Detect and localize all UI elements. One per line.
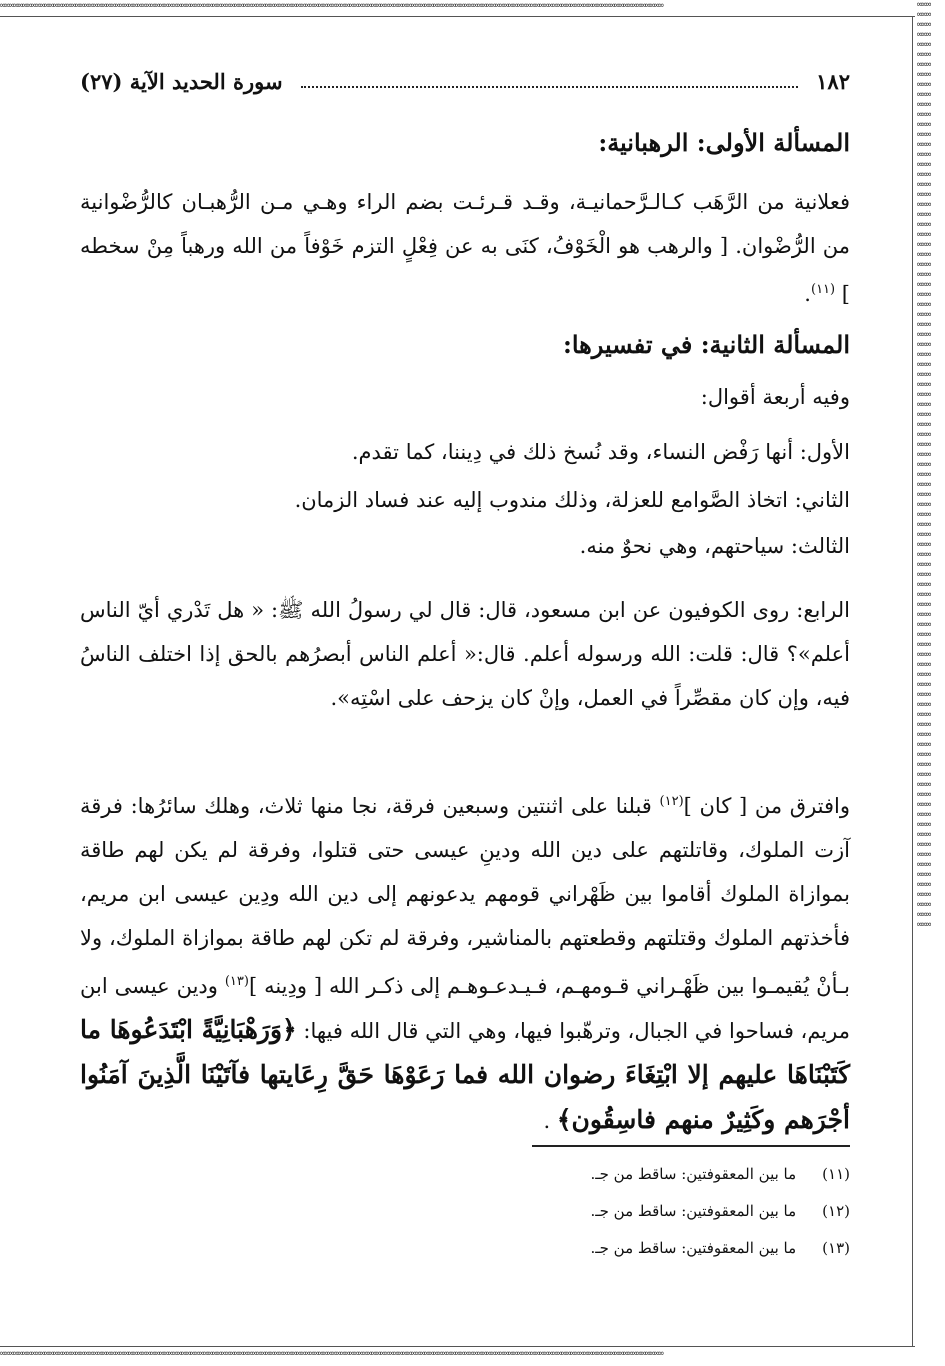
border-chain-bottom: ∞∞∞∞∞∞∞∞∞∞∞∞∞∞∞∞∞∞∞∞∞∞∞∞∞∞∞∞∞∞∞∞∞∞∞∞∞∞∞∞∞∞∞∞∞∞∞∞∞∞∞∞∞∞∞∞∞∞∞∞∞∞∞∞∞∞∞∞∞∞∞∞∞∞∞∞∞∞∞∞∞∞∞∞∞∞∞∞∞∞∞∞∞∞∞∞∞∞∞∞∞∞∞∞∞∞∞∞∞∞∞∞∞∞∞∞∞∞∞∞∞∞∞∞∞∞∞∞∞∞∞∞∞∞∞∞∞∞∞∞∞∞∞∞∞∞∞∞∞∞ xyxy=(0,1350,663,1359)
narrative-end: . xyxy=(543,1109,557,1133)
issue-1-heading: المسألة الأولى: الرهبانية: xyxy=(598,128,850,157)
border-chain-right: ∞∞∞∞∞∞∞∞∞∞∞∞∞∞∞∞∞∞∞∞∞∞∞∞∞∞∞∞∞∞∞∞∞∞∞∞∞∞∞∞∞∞∞∞∞∞∞∞∞∞∞∞∞∞∞∞∞∞∞∞∞∞∞∞∞∞∞∞∞∞∞∞∞∞∞∞∞∞∞∞∞∞∞∞∞∞∞∞∞∞∞∞∞∞∞∞∞∞∞∞∞∞∞∞∞∞∞∞∞∞∞∞∞∞∞∞∞∞∞∞∞∞∞∞∞∞∞∞∞∞∞∞∞∞∞∞∞∞∞∞∞∞∞∞∞∞∞∞∞∞∞∞∞∞∞∞∞∞∞∞∞∞∞∞∞∞∞∞∞∞∞∞∞∞∞∞∞∞∞∞∞∞∞∞∞∞∞∞∞∞∞∞∞∞∞∞∞∞∞∞∞∞∞∞∞∞∞∞∞∞∞∞∞∞∞∞∞∞∞∞∞∞∞∞∞∞∞∞∞∞∞∞∞∞∞∞∞∞∞∞∞∞∞∞∞∞∞∞∞∞∞∞∞∞∞∞∞∞∞∞∞∞∞∞∞∞∞∞∞∞∞∞∞∞∞∞∞∞∞ xyxy=(917,0,931,930)
issue-2-heading: المسألة الثانية: في تفسيرها: xyxy=(562,330,850,359)
border-rule-right xyxy=(912,16,913,1346)
footnote-12 xyxy=(590,1202,850,1220)
issue-1-body: فعلانية من الرَّهَب كـالـرَّحمانيـة، وقـد قـرئـت بضم الراء وهـي مـن الرُّهبـان كالرُّضْوانية من الرُّضْوان. [ والرهب هو الْخَوْفُ، كنَى به عن فِعْلٍ التزم خَوْفاً من الله ورهباً مِنْ سخطه ] xyxy=(80,190,850,306)
footnote-number: (١٢) xyxy=(822,1202,850,1220)
issue-1-end: . xyxy=(804,282,811,306)
narrative-part-1: وافترق من [ كان ] xyxy=(683,794,851,818)
footnote-ref-13: (١٣) xyxy=(224,974,249,989)
issue-2-intro: وفيه أربعة أقوال: xyxy=(700,385,850,409)
saying-3: الثالث: سياحتهم، وهي نحوٌ منه. xyxy=(579,534,850,558)
footnote-text: ما بين المعقوفتين: ساقط من جـ. xyxy=(590,1239,797,1257)
saying-1: الأول: أنها رَفْض النساء، وقد نُسخ ذلك في دِيننا، كما تقدم. xyxy=(351,440,850,464)
footnote-separator xyxy=(532,1145,850,1147)
book-page xyxy=(80,40,850,1340)
header-dot-leader xyxy=(301,74,799,88)
page-number: ١٨٢ xyxy=(816,68,850,94)
narrative-part-3: ودين عيسى ابن مريم، فساحوا في الجبال، وترهّبوا فيها، وهي التي قال الله فيها: xyxy=(80,974,850,1043)
footnote-text: ما بين المعقوفتين: ساقط من جـ. xyxy=(590,1165,797,1183)
border-chain-top: ∞∞∞∞∞∞∞∞∞∞∞∞∞∞∞∞∞∞∞∞∞∞∞∞∞∞∞∞∞∞∞∞∞∞∞∞∞∞∞∞∞∞∞∞∞∞∞∞∞∞∞∞∞∞∞∞∞∞∞∞∞∞∞∞∞∞∞∞∞∞∞∞∞∞∞∞∞∞∞∞∞∞∞∞∞∞∞∞∞∞∞∞∞∞∞∞∞∞∞∞∞∞∞∞∞∞∞∞∞∞∞∞∞∞∞∞∞∞∞∞∞∞∞∞∞∞∞∞∞∞∞∞∞∞∞∞∞∞∞∞∞∞∞∞∞∞∞∞∞∞ xyxy=(0,2,663,11)
footnote-number: (١١) xyxy=(822,1165,850,1183)
border-rule-top xyxy=(0,16,915,17)
narrative-paragraph xyxy=(80,780,850,1143)
narrative-part-2: قبلنا على اثنتين وسبعين فرقة، نجا منها ثلاث، وهلك سائرُها: فرقة آزت الملوك، وقاتلتهم على دين الله ودينِ عيسى حتى قتلوا، وفرقة لم يكن لهم طاقة بموازاة الملوك أقاموا بين ظَهْراني قومهم يدعونهم إلى دين الله ودِين عيسى ابن مريم، فأخذتهم الملوك وقتلتهم وقطعتهم بالمناشير، وفرقة لم تكن لهم طاقة بموازاة الملوك، ولا بـأنْ يُقيمـوا بين ظَهْـراني قـومهـم، فـيـدعـوهـم إلى ذكـر الله [ ودِينه ] xyxy=(80,794,850,998)
saying-2: الثاني: اتخاذ الصَّوامع للعزلة، وذلك مندوب إليه عند فساد الزمان. xyxy=(294,488,850,512)
issue-1-text xyxy=(80,180,850,316)
section-title: سورة الحديد الآية (٢٧) xyxy=(80,68,283,94)
border-rule-bottom xyxy=(0,1346,915,1347)
footnote-text: ما بين المعقوفتين: ساقط من جـ. xyxy=(590,1202,797,1220)
footnote-ref-12: (١٢) xyxy=(659,794,684,809)
footnote-ref-11: (١١) xyxy=(810,282,836,297)
quran-verse: ﴿وَرَهْبَانِيَّةً ابْتَدَعُوهَا ما كَتَبْنَاهَا عليهم إلا ابْتِغَاءَ رضوان الله فما رَعَوْهَا حَقَّ رِعَايتها فآتَيْنَا الَّذِينَ آمَنُوا أجْرَهم وكَثِيرٌ منهم فاسِقُون﴾ xyxy=(80,1015,850,1134)
saying-4: الرابع: روى الكوفيون عن ابن مسعود، قال: قال لي رسولُ الله ﷺ: « هل تَدْري أيّ الناس أعلم»؟ قال: قلت: الله ورسوله أعلم. قال:« أعلم الناس أبصرُهم بالحق إذا اختلف الناسُ فيه، وإن كان مقصِّراً في العمل، وإنْ كان يزحف على اسْتِه». xyxy=(80,598,850,710)
footnote-11 xyxy=(590,1165,850,1183)
footnote-number: (١٣) xyxy=(822,1239,850,1257)
footnote-13 xyxy=(590,1239,850,1257)
page-header xyxy=(80,66,850,96)
